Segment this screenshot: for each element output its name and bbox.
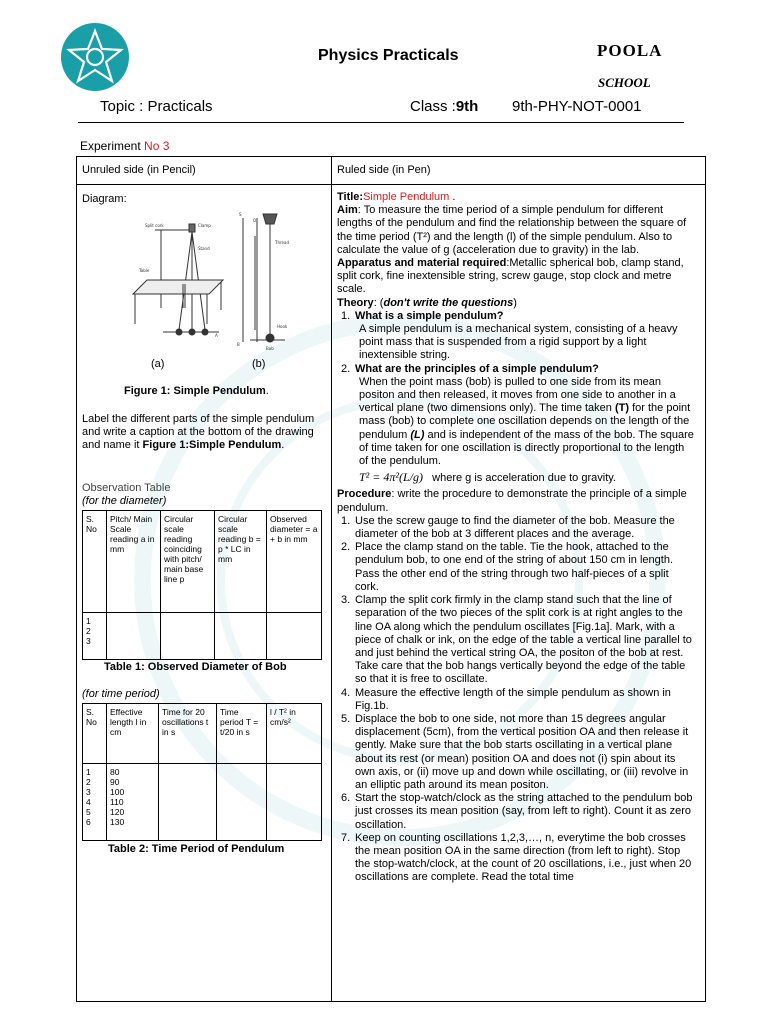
- theory-line: [337, 297, 694, 310]
- label-clamp: Clamp: [198, 223, 211, 228]
- figure-a-label: (a): [151, 358, 165, 370]
- step-text: Keep on counting oscillations 1,2,3,…, n, everytime the bob crosses the mean position OA in the same direction (from left to right). Stop the stop-watch/clock, at the count of 20 oscillations, i.e., just when 20 oscillations are complete. Read the total time: [355, 831, 692, 884]
- label-hook: Hook: [277, 324, 288, 329]
- step-text: Displace the bob to one side, not more than 15 degrees angular displacement (5cm), from the vertical position OA and then release it gently. Make sure that the bob starts oscillating in a vertical plane about its rest (or mean) position OA and does not (i) spin about its own axis, or (ii) move up and down while oscillating, or (iii) revolve in an elliptic path around its mean positon.: [355, 712, 689, 791]
- header-divider: [78, 122, 684, 123]
- t1-cell: [107, 613, 161, 660]
- step-text: Start the stop-watch/clock as the string attached to the pendulum bob just crosses its mean position (say, from left to right). Count it as zero oscillation.: [355, 792, 693, 831]
- label-bob: Bob: [266, 346, 274, 351]
- label-stand: Stand: [198, 246, 210, 251]
- title-label: Title:: [337, 191, 364, 203]
- title-value: Simple Pendulum: [363, 191, 450, 203]
- t2-length-cell: 80 90 100 110 120 130: [107, 764, 159, 841]
- time-table-subtitle: (for time period): [82, 688, 160, 700]
- experiment-prefix: Experiment: [80, 139, 145, 153]
- label-instructions-end: .: [281, 439, 285, 451]
- label-instructions: [82, 413, 322, 452]
- t2-cell: [267, 764, 322, 841]
- answer-2-part-e: and is independent of the mass of the bob. The square of time taken for one oscillation is directly proportional to the length of the pendulum.: [359, 428, 694, 468]
- t2-cell: [159, 764, 217, 841]
- label-instructions-text: Label the different parts of the simple pendulum and write a caption at the bottom of the drawing and name it: [82, 413, 315, 451]
- t2-sno-cell: 1 2 3 4 5 6: [83, 764, 107, 841]
- t2-cell: [217, 764, 267, 841]
- t2-head-sno: S. No: [83, 704, 107, 764]
- question-2: [337, 363, 694, 376]
- theory-note-end: ): [513, 296, 517, 309]
- t1-cell: [161, 613, 215, 660]
- formula: T² = 4π²(L/g): [359, 470, 423, 485]
- step-5: [337, 713, 694, 792]
- question-2-number: 2.: [341, 362, 351, 375]
- t1-head-sno: S. No: [83, 511, 107, 613]
- class-prefix: Class :: [410, 98, 456, 115]
- procedure-text: : write the procedure to demonstrate the principle of a simple pendulum.: [337, 488, 687, 514]
- aim-text: : To measure the time period of a simple pendulum for different lengths of the pendulum and find the relationship between the square of the time period (T²) and the length (l) of the simple pendulum. Also to calculate the value of g (acceleration due to gravity) in the lab.: [337, 204, 687, 256]
- t2-head-period: Time period T = t/20 in s: [217, 704, 267, 764]
- label-a: A: [215, 333, 218, 338]
- step-text: Clamp the split cork firmly in the clamp stand such that the line of separation of the two pieces of the split cork is at right angles to the line OA along which the pendulum oscillates [Fig.1a]. Mark, with a piece of chalk or ink, on the edge of the table a vertical line parallel to and just behind the vertical string OA, the positon of the bob at rest. Take care that the bob hangs vertically beyond the edge of the table so that it is free to oscillate.: [355, 594, 692, 686]
- step-6: [337, 792, 694, 832]
- step-number: 1.: [341, 514, 351, 527]
- procedure-label: Procedure: [337, 488, 392, 501]
- theory-label: Theory: [337, 296, 374, 309]
- step-2: [337, 541, 694, 594]
- class-value: 9th: [455, 98, 479, 115]
- t1-cell: [267, 613, 322, 660]
- school-subtitle: SCHOOL: [598, 75, 651, 90]
- step-4: [337, 687, 694, 713]
- procedure-paragraph: [337, 488, 694, 514]
- figure-b-label: (b): [252, 358, 266, 370]
- table1-caption: Table 1: Observed Diameter of Bob: [104, 661, 287, 673]
- figure-caption-end: .: [265, 385, 269, 397]
- t1-sno-cell: 1 2 3: [83, 613, 107, 660]
- t1-head-circular-b: Circular scale reading b = p * LC in mm: [215, 511, 267, 613]
- label-thread: Thread: [275, 240, 289, 245]
- experiment-number: No 3: [144, 139, 170, 153]
- step-text: Use the screw gauge to find the diameter of the bob. Measure the diameter of the bob at 3 different places and the average.: [355, 514, 675, 541]
- observation-table-subtitle: (for the diameter): [82, 495, 167, 507]
- school-logo: [60, 22, 130, 92]
- step-text: Measure the effective length of the simple pendulum as shown in Fig.1b.: [355, 686, 671, 712]
- header-row-divider: [76, 184, 706, 185]
- answer-2-L: (L): [410, 428, 425, 441]
- table2-caption: Table 2: Time Period of Pendulum: [108, 843, 285, 855]
- column-divider: [331, 156, 332, 1002]
- answer-2-part-a: When the point mass (bob) is pulled to one side from its mean positon and then released, it moves from one side to another in a vertical plane (two dimensions only). The time taken: [359, 375, 676, 415]
- title-end: .: [449, 191, 456, 203]
- diagram-label: Diagram:: [82, 193, 127, 205]
- t1-head-circular-p: Circular scale reading coinciding with pitch/ main base line p: [161, 511, 215, 613]
- step-1: [337, 515, 694, 541]
- topic-label: Topic : Practicals: [100, 98, 213, 115]
- label-b: B: [237, 342, 240, 347]
- label-instructions-bold: Figure 1:Simple Pendulum: [142, 439, 282, 451]
- step-number: 5.: [341, 712, 351, 725]
- question-1-text: What is a simple pendulum?: [355, 309, 504, 322]
- left-column-header: Unruled side (in Pencil): [82, 164, 196, 176]
- formula-note: where g is acceleration due to gravity.: [432, 472, 616, 485]
- apparatus-paragraph: [337, 257, 694, 297]
- pendulum-diagram: [125, 210, 300, 360]
- label-split-cork: Split cork: [145, 223, 164, 228]
- t1-head-diameter: Observed diameter = a + b in mm: [267, 511, 322, 613]
- answer-2-part-c: for the point mass (bob) to complete one oscillation depends on the length of the pendulum: [359, 402, 691, 441]
- page-title: Physics Practicals: [318, 47, 459, 64]
- observation-table-title: Observation Table: [82, 482, 171, 494]
- figure-caption: [124, 385, 269, 398]
- document-code: 9th-PHY-NOT-0001: [512, 98, 642, 115]
- label-o: O: [253, 218, 257, 223]
- t2-head-ratio: l / T² in cm/s²: [267, 704, 322, 764]
- label-s: S: [239, 212, 242, 217]
- aim-paragraph: [337, 204, 694, 257]
- apparatus-text: :Metallic spherical bob, clamp stand, split cork, fine inextensible string, screw gauge, stop clock and metre scale.: [337, 257, 684, 296]
- aim-label: Aim: [337, 204, 358, 217]
- procedure-steps: [337, 515, 694, 885]
- school-name: POOLA: [597, 41, 663, 60]
- right-column-content: [337, 191, 694, 885]
- t1-head-main-scale: Pitch/ Main Scale reading a in mm: [107, 511, 161, 613]
- step-number: 7.: [341, 831, 351, 844]
- step-text: Place the clamp stand on the table. Tie the hook, attached to the pendulum bob, to one end of the string of about 150 cm in length. Pass the other end of the string through two half-pieces of a split cork.: [355, 541, 674, 593]
- experiment-label: [80, 139, 169, 153]
- answer-2: [337, 376, 694, 468]
- t1-cell: [215, 613, 267, 660]
- step-3: [337, 594, 694, 686]
- question-2-text: What are the principles of a simple pendulum?: [355, 362, 599, 375]
- step-number: 4.: [341, 686, 351, 699]
- formula-line: [337, 471, 694, 485]
- class-label: [410, 98, 478, 115]
- step-number: 2.: [341, 541, 351, 554]
- time-period-table: [82, 703, 322, 841]
- theory-note-bold: don't write the questions: [383, 296, 514, 309]
- theory-note: : (: [373, 296, 384, 309]
- t2-head-length: Effective length l in cm: [107, 704, 159, 764]
- answer-1: A simple pendulum is a mechanical system, consisting of a heavy point mass that is suspended from a rigid support by a light inextensible string.: [359, 323, 678, 362]
- step-number: 6.: [341, 792, 351, 805]
- apparatus-label: Apparatus and material required: [337, 257, 507, 270]
- t2-head-time20: Time for 20 oscillations t in s: [159, 704, 217, 764]
- right-column-header: Ruled side (in Pen): [337, 164, 431, 176]
- figure-caption-text: Figure 1: Simple Pendulum: [124, 385, 266, 397]
- answer-2-T: (T): [614, 402, 630, 415]
- step-number: 3.: [341, 594, 351, 607]
- title-line: [337, 191, 694, 204]
- label-table: Table: [139, 268, 150, 273]
- question-1: [337, 310, 694, 323]
- question-1-number: 1.: [341, 309, 351, 322]
- diameter-table: [82, 510, 322, 660]
- step-7: [337, 832, 694, 885]
